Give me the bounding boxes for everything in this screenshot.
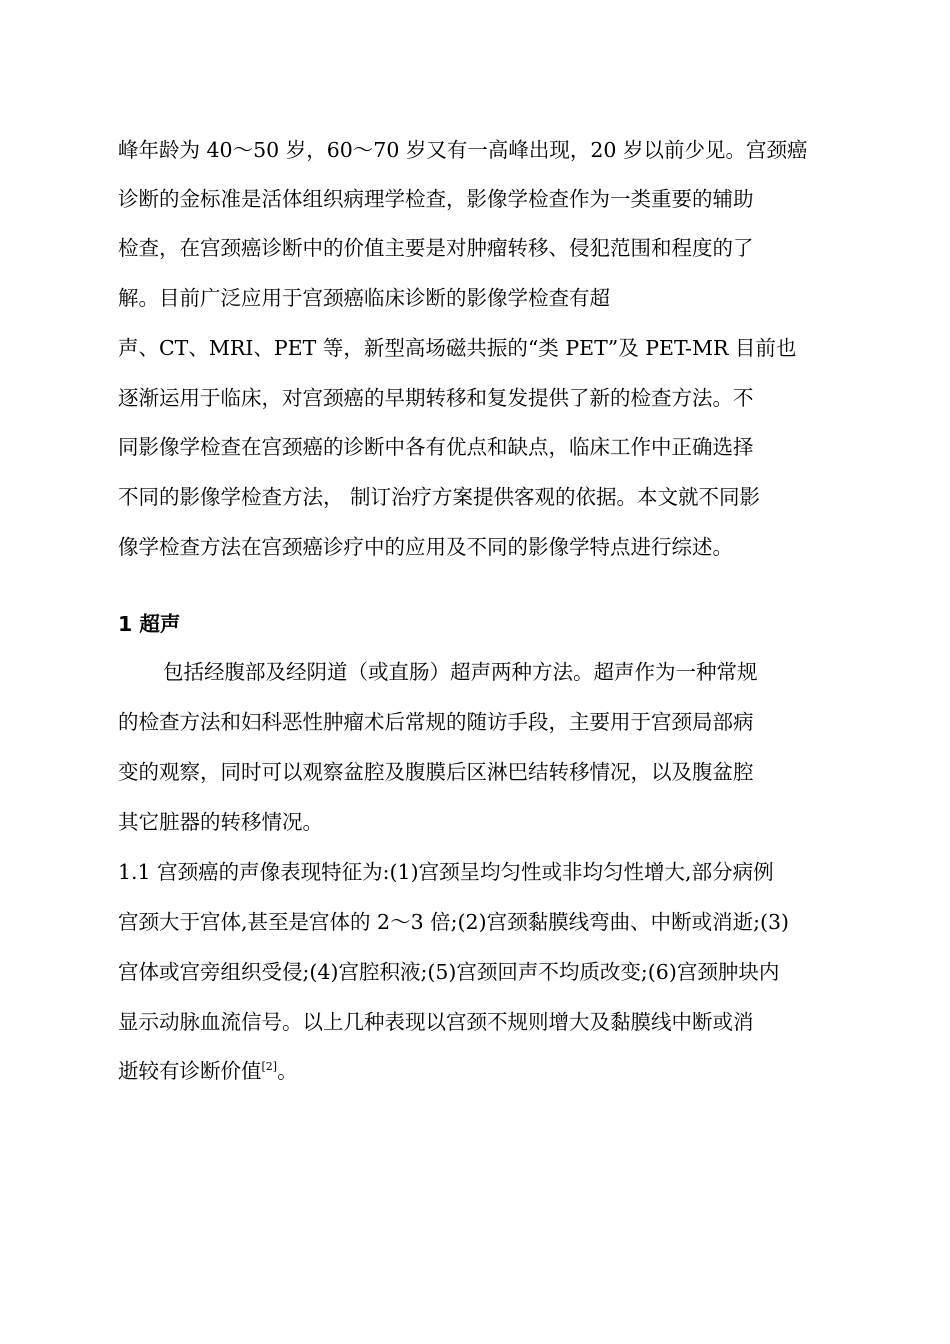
- section1-line-4: 其它脏器的转移情况。: [118, 810, 323, 834]
- intro-line-1: 峰年龄为 40～50 岁，60～70 岁又有一高峰出现，20 岁以前少见。宫颈癌: [118, 138, 808, 162]
- section1-1-line-4: 显示动脉血流信号。以上几种表现以宫颈不规则增大及黏膜线中断或消: [118, 1010, 754, 1034]
- intro-line-5: 声、CT、MRI、PET 等，新型高场磁共振的“类 PET”及 PET-MR 目前也: [118, 336, 797, 360]
- intro-line-4: 解。目前广泛应用于宫颈癌临床诊断的影像学检查有超: [118, 286, 610, 310]
- citation-reference[interactable]: [2]: [261, 1060, 278, 1073]
- section1-1-last-punct: 。: [277, 1059, 298, 1083]
- intro-line-9: 像学检查方法在宫颈癌诊疗中的应用及不同的影像学特点进行综述。: [118, 535, 733, 559]
- section1-line-2: 的检查方法和妇科恶性肿瘤术后常规的随访手段，主要用于宫颈局部病: [118, 710, 754, 734]
- intro-line-7: 同影像学检查在宫颈癌的诊断中各有优点和缺点，临床工作中正确选择: [118, 435, 754, 459]
- intro-line-2: 诊断的金标准是活体组织病理学检查，影像学检查作为一类重要的辅助: [118, 187, 754, 211]
- section1-1-line-3: 宫体或宫旁组织受侵;(4)宫腔积液;(5)宫颈回声不均质改变;(6)宫颈肿块内: [118, 960, 780, 984]
- section1-1-line-5: [118, 1057, 298, 1085]
- section1-line-3: 变的观察，同时可以观察盆腔及腹膜后区淋巴结转移情况，以及腹盆腔: [118, 760, 754, 784]
- intro-line-3: 检查，在宫颈癌诊断中的价值主要是对肿瘤转移、侵犯范围和程度的了: [118, 236, 754, 260]
- section1-1-line-2: 宫颈大于宫体,甚至是宫体的 2～3 倍;(2)宫颈黏膜线弯曲、中断或消逝;(3): [118, 910, 790, 934]
- section1-line-1: 包括经腹部及经阴道（或直肠）超声两种方法。超声作为一种常规: [163, 660, 758, 684]
- section1-1-last-text: 逝较有诊断价值: [118, 1059, 262, 1083]
- section1-1-line-1: 1.1 宫颈癌的声像表现特征为:(1)宫颈呈均匀性或非均匀性增大,部分病例: [118, 860, 774, 884]
- intro-line-6: 逐渐运用于临床，对宫颈癌的早期转移和复发提供了新的检查方法。不: [118, 386, 754, 410]
- section-heading-ultrasound: 1 超声: [118, 612, 181, 636]
- intro-line-8: 不同的影像学检查方法， 制订治疗方案提供客观的依据。本文就不同影: [118, 485, 761, 509]
